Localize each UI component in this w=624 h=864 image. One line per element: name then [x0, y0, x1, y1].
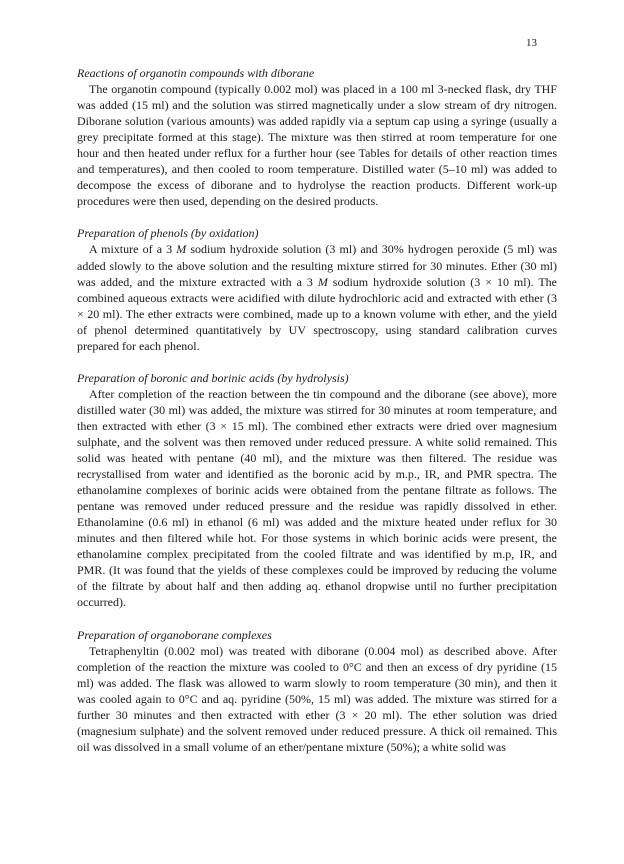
page-number: 13 [526, 37, 537, 49]
section-organoborane [77, 627, 557, 755]
section-boronic-acids [77, 370, 557, 611]
section-paragraph: Tetraphenyltin (0.002 mol) was treated with diborane (0.004 mol) as described above. After completion of the reaction the mixture was cooled to 0°C and then an excess of dry pyridine (15 ml) was added. The flask was allowed to warm slowly to room temperature (30 min), and then it was cooled again to 0°C and aq. pyridine (50%, 15 ml) was added. The mixture was stirred for a further 30 minutes and then extracted with ether (3 × 20 ml). The ether solution was dried (magnesium sulphate) and the solvent removed under reduced pressure. A thick oil remained. This oil was dissolved in a small volume of an ether/pentane mixture (50%); a white solid was [77, 643, 557, 754]
section-heading: Preparation of boronic and borinic acids (by hydrolysis) [77, 370, 349, 385]
section-reactions [77, 65, 557, 209]
section-heading: Reactions of organotin compounds with diborane [77, 66, 315, 80]
section-paragraph: After completion of the reaction between the tin compound and the diborane (see above), more distilled water (30 ml) was added, the mixture was stirred for 30 minutes at room temperature, and then extracted with ether (3 × 15 ml). The combined ether extracts were dried over magnesium sulphate, and the solvent was then removed under reduced pressure. A white solid remained. This solid was heated with pentane (40 ml), and the mixture was then filtered. The residue was recrystallised from water and identified as the boronic acid by m.p., IR, and PMR spectra. The ethanolamine complexes of borinic acids were obtained from the pentane filtrate as follows. The pentane was removed under reduced pressure and the residue was rapidly dissolved in ether. Ethanolamine (0.6 ml) in ethanol (6 ml) was added and the mixture heated under reflux for 30 minutes and then filtered while hot. For those systems in which borinic acids were present, the ethanolamine complex precipitated from the cooled filtrate and was identified by m.p, IR, and PMR. (It was found that the yields of these complexes could be improved by reducing the volume of the filtrate by about half and then adding aq. ethanol dropwise until no further precipitation occurred). [77, 386, 557, 610]
section-phenols [77, 225, 557, 353]
body-text [77, 65, 557, 771]
section-paragraph: A mixture of a 3 M sodium hydroxide solution (3 ml) and 30% hydrogen peroxide (5 ml) was added slowly to the above solution and the resulting mixture stirred for 30 minutes. Ether (30 ml) was added, and the mixture extracted with a 3 M sodium hydroxide solution (3 × 10 ml). The combined aqueous extracts were acidified with dilute hydrochloric acid and extracted with ether (3 × 20 ml). The ether extracts were combined, made up to a known volume with ether, and the yield of phenol determined quantitatively by UV spectroscopy, using standard calibration curves prepared for each phenol. [77, 242, 557, 353]
section-heading: Preparation of phenols (by oxidation) [77, 226, 259, 241]
section-paragraph: The organotin compound (typically 0.002 mol) was placed in a 100 ml 3-necked flask, dry THF was added (15 ml) and the solution was stirred magnetically under a slow stream of dry nitrogen. Diborane solution (various amounts) was added rapidly via a septum cap using a syringe (usually a grey precipitate formed at this stage). The mixture was then stirred at room temperature for one hour and then heated under reflux for a further hour (see Tables for details of other reaction times and temperatures), and then cooled to room temperature. Distilled water (5–10 ml) was added to decompose the excess of diborane and to hydrolyse the reaction products. Different work-up procedures were then used, depending on the desired products. [77, 82, 557, 209]
section-heading: Preparation of organoborane complexes [77, 627, 272, 642]
